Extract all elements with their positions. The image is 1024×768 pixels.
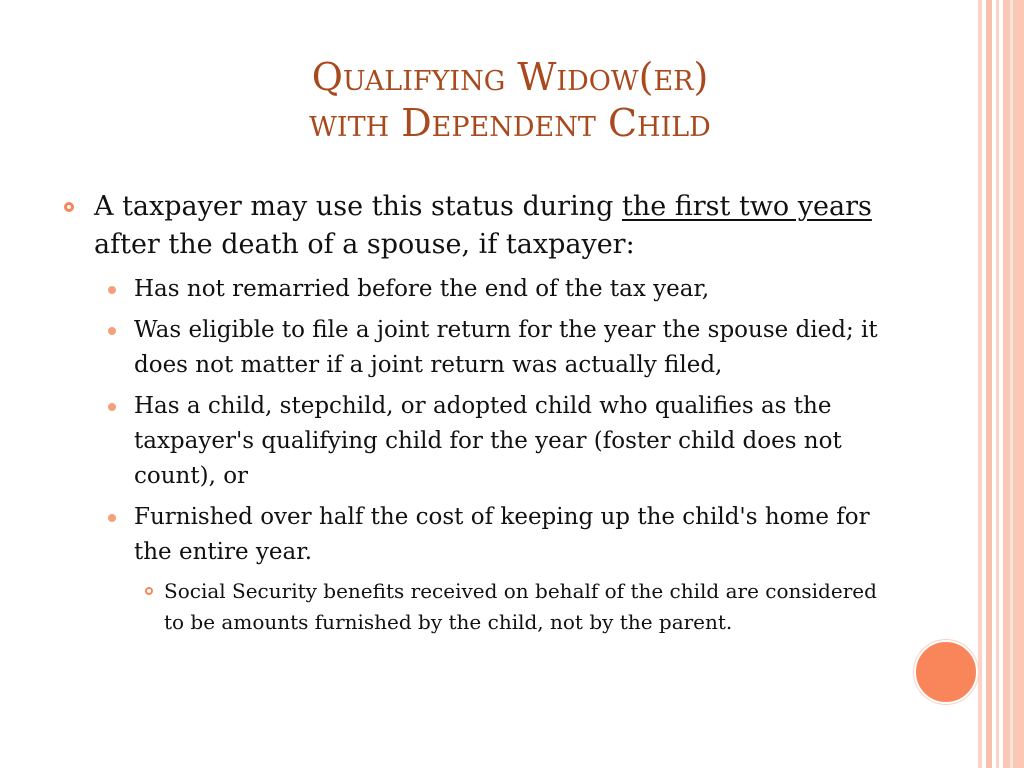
ring-bullet-icon [145,587,153,595]
decorative-stripe [1010,0,1013,768]
main-text-underlined: the first two years [621,191,872,222]
condition-item [62,500,902,570]
decorative-stripe [986,0,992,768]
title-line-1: Qualifying Widow(er) [311,55,709,99]
condition-item [62,313,902,383]
main-bullet [62,188,902,264]
decorative-circle [914,640,978,704]
dot-bullet-icon [108,403,116,411]
decorative-stripe [996,0,999,768]
condition-text: Has a child, stepchild, or adopted child who qualifies as the taxpayer's qualifying child for the year (foster child does not count), or [134,393,842,489]
title-line-2: with Dependent Child [309,101,711,145]
dot-bullet-icon [108,327,116,335]
condition-text: Was eligible to file a joint return for the year the spouse died; it does not matter if a joint return was actually filed, [134,317,878,378]
condition-text: Has not remarried before the end of the tax year, [134,276,710,302]
main-text-after: after the death of a spouse, if taxpayer: [94,229,635,260]
decorative-stripe [978,0,982,768]
main-text-before: A taxpayer may use this status during [94,191,622,222]
decorative-stripe [1003,0,1024,768]
slide-content [62,188,902,638]
dot-bullet-icon [108,286,116,294]
sub-note-item [62,576,902,638]
condition-item [62,389,902,494]
condition-item [62,272,902,307]
sub-note-text: Social Security benefits received on behalf of the child are considered to be amounts furnished by the child, not by the parent. [164,579,877,634]
condition-text: Furnished over half the cost of keeping up the child's home for the entire year. [134,504,870,565]
ring-bullet-icon [64,202,74,212]
dot-bullet-icon [108,514,116,522]
slide-title [100,54,920,146]
